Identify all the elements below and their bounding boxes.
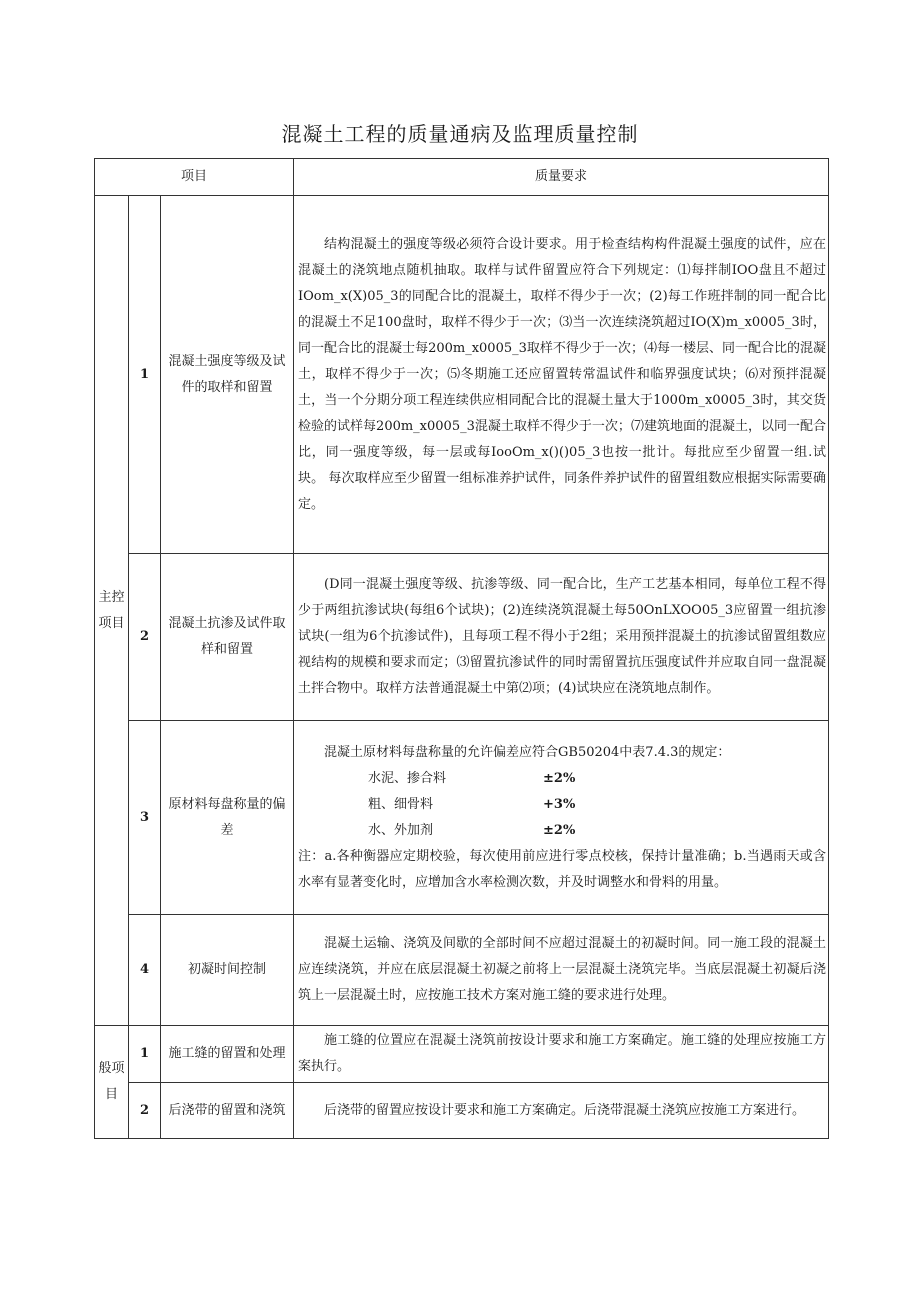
quality-table	[94, 158, 829, 1139]
row-requirement: (D同一混凝土强度等级、抗渗等级、同一配合比，生产工艺基本相同，每单位工程不得少于两组抗渗试块(每组6个试块)；(2)连续浇筑混凝土每50OnLXOO05_3应留置一组抗渗试块(一组为6个抗渗试件)，且每项工程不得小于2组；采用预拌混凝土的抗渗试留置组数应视结构的规模和要求而定；⑶留置抗渗试件的同时需留置抗压强度试件并应取自同一盘混凝土拌合物中。取样方法普通混凝土中第⑵项；(4)试块应在浇筑地点制作。	[294, 554, 829, 721]
row-number: 2	[129, 554, 161, 721]
row-item: 原材料每盘称量的偏差	[161, 721, 294, 915]
row-requirement	[294, 721, 829, 915]
row-requirement: 结构混凝土的强度等级必须符合设计要求。用于检查结构构件混凝土强度的试件，应在混凝土的浇筑地点随机抽取。取样与试件留置应符合下列规定：⑴每拌制IOO盘且不超过IOom_x(X)05_3的同配合比的混凝土，取样不得少于一次；(2)每工作班拌制的同一配合比的混凝土不足100盘时，取样不得少于一次；⑶当一次连续浇筑超过IO(X)m_x0005_3时，同一配合比的混凝士每200m_x0005_3取样不得少于一次；⑷每一楼层、同一配合比的混凝土，取样不得少于一次；⑸冬期施工还应留置转常温试件和临界强度试块；⑹对预拌混凝土，当一个分期分项工程连续供应相同配合比的混凝土量大于1000m_x0005_3时，其交货检验的试样每200m_x0005_3混凝土取样不得少于一次；⑺建筑地面的混凝土，以同一配合比，同一强度等级，每一层或每IooOm_x()()05_3也按一批计。每批应至少留置一组.试块。 每次取样应至少留置一组标准养护试件，同条件养护试件的留置组数应根据实际需要确定。	[294, 196, 829, 554]
table-header-row	[95, 159, 829, 196]
tolerance-intro: 混凝土原材料每盘称量的允许偏差应符合GB50204中表7.4.3的规定：	[324, 744, 731, 760]
table-row	[95, 554, 829, 721]
row-number: 2	[129, 1083, 161, 1139]
row-number: 3	[129, 721, 161, 915]
row-item: 施工缝的留置和处理	[161, 1026, 294, 1083]
row-requirement: 后浇带的留置应按设计要求和施工方案确定。后浇带混凝土浇筑应按施工方案进行。	[294, 1083, 829, 1139]
header-requirement: 质量要求	[294, 159, 829, 196]
table-row	[95, 1026, 829, 1083]
table-row	[95, 721, 829, 915]
table-row	[95, 915, 829, 1026]
document-title: 混凝土工程的质量通病及监理质量控制	[281, 122, 639, 146]
tolerance-note: 注：a.各种衡器应定期校验，每次使用前应进行零点校核，保持计量准确；b.当遇雨天或含水率有显著变化时，应增加含水率检测次数，并及时调整水和骨料的用量。	[298, 848, 827, 890]
table-row	[95, 196, 829, 554]
row-requirement: 施工缝的位置应在混凝土浇筑前按设计要求和施工方案确定。施工缝的处理应按施工方案执行。	[294, 1026, 829, 1083]
tolerance-line: 水、外加剂 ±2%	[368, 822, 576, 838]
row-number: 1	[129, 1026, 161, 1083]
tolerance-line: 水泥、掺合料 ±2%	[368, 770, 576, 786]
row-item: 混凝土强度等级及试件的取样和留置	[161, 196, 294, 554]
row-item: 初凝时间控制	[161, 915, 294, 1026]
row-item: 混凝土抗渗及试件取样和留置	[161, 554, 294, 721]
category-main-control: 主控项目	[95, 196, 129, 1026]
row-item: 后浇带的留置和浇筑	[161, 1083, 294, 1139]
row-number: 1	[129, 196, 161, 554]
tolerance-line: 粗、细骨料 +3%	[368, 796, 576, 812]
category-general: 般项目	[95, 1026, 129, 1139]
row-number: 4	[129, 915, 161, 1026]
header-item: 项目	[95, 159, 294, 196]
table-row	[95, 1083, 829, 1139]
row-requirement: 混凝土运输、浇筑及间歇的全部时间不应超过混凝土的初凝时间。同一施工段的混凝土应连续浇筑，并应在底层混凝土初凝之前将上一层混凝土浇筑完毕。当底层混凝土初凝后浇筑上一层混凝土时，应按施工技术方案对施工缝的要求进行处理。	[294, 915, 829, 1026]
